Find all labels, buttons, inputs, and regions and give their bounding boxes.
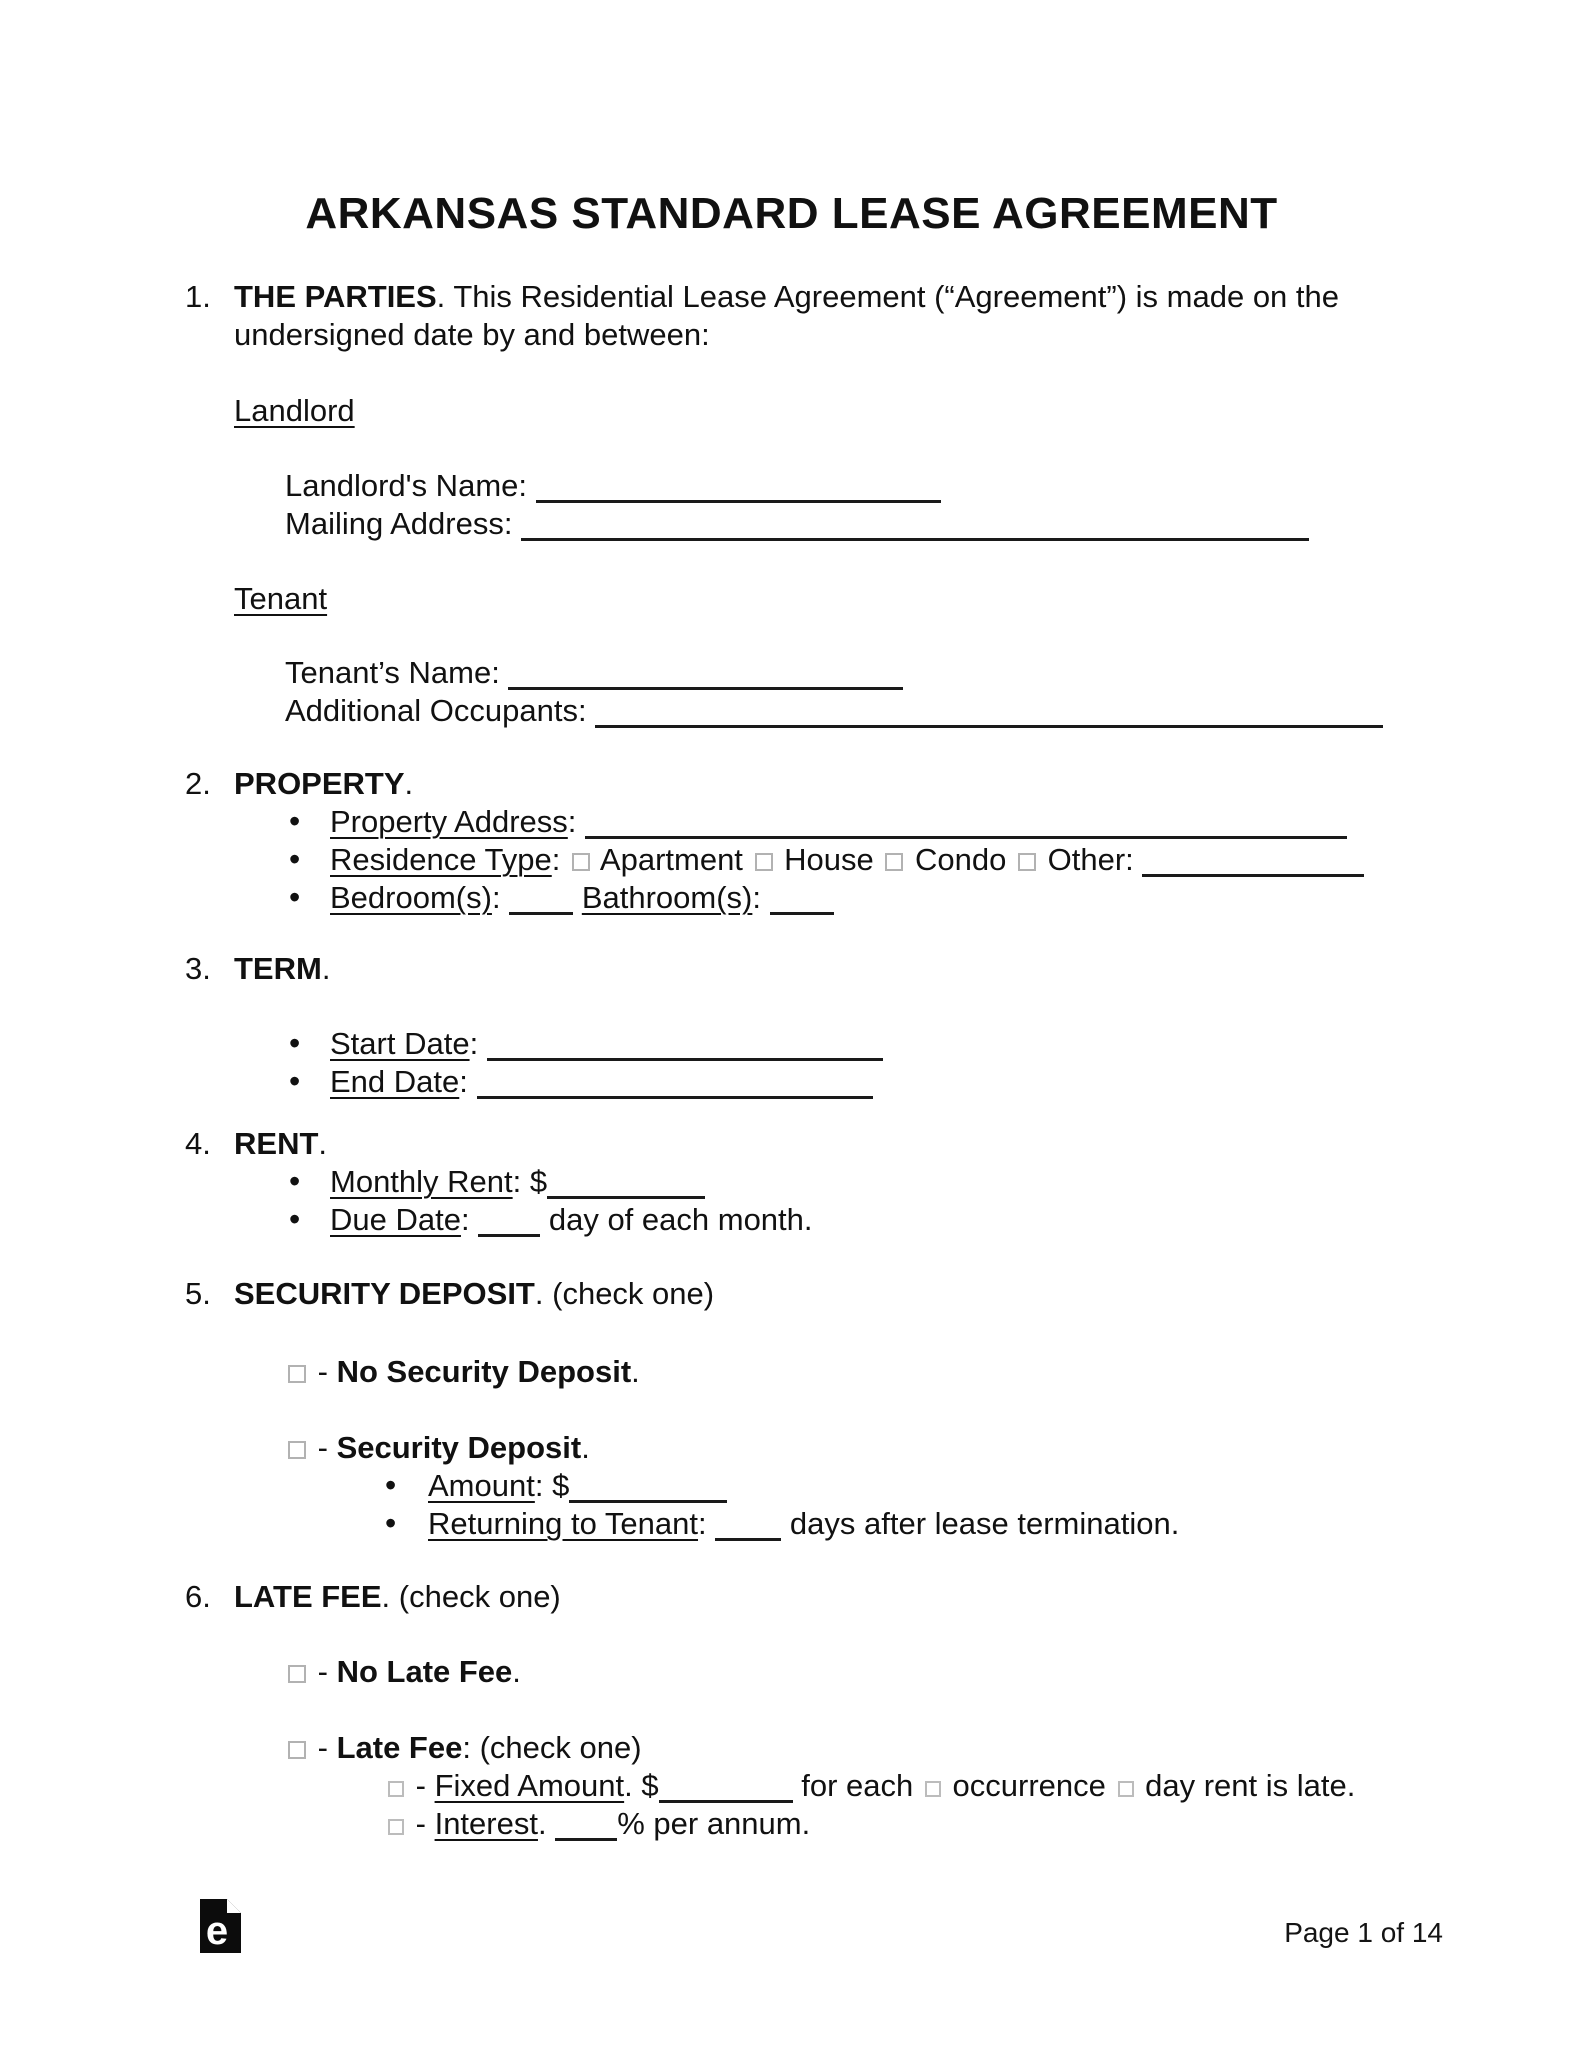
end-date-label: End Date: [330, 1064, 460, 1099]
additional-occupants-blank[interactable]: [595, 698, 1383, 728]
deposit-amount-blank[interactable]: [569, 1473, 727, 1503]
other-label: Other:: [1047, 842, 1134, 877]
condo-checkbox[interactable]: [885, 853, 903, 871]
page-number: Page 1 of 14: [1284, 1917, 1443, 1948]
landlord-heading: Landlord: [234, 393, 355, 428]
fixed-amount-option: - Fixed Amount. $ for each occurrence day rent is late.: [385, 1767, 1443, 1805]
property-address-label: Property Address: [330, 804, 568, 839]
document-icon: [200, 1899, 241, 1953]
late-fee-label: Late Fee: [336, 1730, 463, 1765]
bedroom-label: Bedroom(s): [330, 880, 492, 915]
tenant-name-row: [285, 654, 1443, 692]
house-label: House: [784, 842, 874, 877]
monthly-rent-label: Monthly Rent: [330, 1164, 513, 1199]
fixed-amount-checkbox[interactable]: [388, 1781, 404, 1797]
fixed-amount-label: Fixed Amount: [434, 1768, 625, 1803]
section-number: 3.: [185, 951, 211, 986]
security-deposit-option: - Security Deposit.: [285, 1429, 1443, 1467]
section-number: 6.: [185, 1579, 211, 1614]
landlord-name-row: [285, 467, 1443, 505]
dollar-sign: $: [552, 1468, 570, 1503]
interest-rate-blank[interactable]: [555, 1811, 617, 1841]
residence-type-row: • Residence Type: Apartment House Condo Other:: [289, 841, 1443, 879]
occurrence-checkbox[interactable]: [925, 1781, 941, 1797]
start-date-label: Start Date: [330, 1026, 470, 1061]
section-the-parties: [185, 278, 1443, 354]
interest-suffix: % per annum.: [617, 1806, 811, 1841]
section-number: 1.: [185, 279, 211, 314]
no-security-deposit-option: - No Security Deposit.: [285, 1353, 1443, 1391]
document-body: [185, 0, 1443, 1843]
dollar-sign: $: [529, 1164, 548, 1199]
section-security-deposit: 5. SECURITY DEPOSIT. (check one): [185, 1276, 715, 1311]
occurrence-label: occurrence: [952, 1768, 1106, 1803]
section-term: 3. TERM.: [185, 951, 331, 986]
returning-suffix: days after lease termination.: [789, 1506, 1180, 1541]
due-date-row: • Due Date: day of each month.: [289, 1201, 1443, 1239]
no-security-deposit-checkbox[interactable]: [288, 1365, 306, 1383]
landlord-name-blank[interactable]: [536, 473, 941, 503]
bedroom-bathroom-row: • Bedroom(s): Bathroom(s):: [289, 879, 1443, 917]
bedroom-blank[interactable]: [509, 885, 573, 915]
other-blank[interactable]: [1142, 847, 1364, 877]
tenant-heading: Tenant: [234, 581, 328, 616]
logo-letter: e: [205, 1909, 229, 1953]
monthly-rent-blank[interactable]: [547, 1169, 705, 1199]
start-date-row: • Start Date:: [289, 1025, 1443, 1063]
returning-to-tenant-row: • Returning to Tenant: days after lease termination.: [385, 1505, 1443, 1543]
due-date-suffix: day of each month.: [548, 1202, 813, 1237]
apartment-checkbox[interactable]: [572, 853, 590, 871]
deposit-amount-row: • Amount: $: [385, 1467, 1443, 1505]
term-bullets: [185, 1025, 1443, 1101]
other-checkbox[interactable]: [1018, 853, 1036, 871]
residence-type-label: Residence Type: [330, 842, 552, 877]
tenant-name-label: Tenant’s Name:: [285, 655, 500, 690]
section-heading: THE PARTIES: [234, 279, 437, 314]
amount-label: Amount: [428, 1468, 535, 1503]
house-checkbox[interactable]: [755, 853, 773, 871]
late-fee-option: - Late Fee: (check one): [285, 1729, 1443, 1767]
end-date-row: • End Date:: [289, 1063, 1443, 1101]
tenant-fields: [285, 654, 1443, 730]
section-heading: PROPERTY: [234, 766, 405, 801]
section-number: 5.: [185, 1276, 211, 1311]
mailing-address-label: Mailing Address:: [285, 506, 513, 541]
day-rent-late-checkbox[interactable]: [1118, 1781, 1134, 1797]
security-deposit-checkbox[interactable]: [288, 1441, 306, 1459]
dollar-sign: $: [641, 1768, 659, 1803]
mailing-address-blank[interactable]: [521, 511, 1309, 541]
interest-label: Interest: [434, 1806, 538, 1841]
section-property: 2. PROPERTY.: [185, 766, 414, 801]
landlord-name-label: Landlord's Name:: [285, 468, 527, 503]
for-each-text: for each: [801, 1768, 914, 1803]
bathroom-label: Bathroom(s): [581, 880, 753, 915]
landlord-fields: [285, 467, 1443, 543]
no-late-fee-label: No Late Fee: [336, 1654, 513, 1689]
check-one-note: (check one): [398, 1579, 561, 1614]
apartment-label: Apartment: [599, 842, 743, 877]
section-number: 2.: [185, 766, 211, 801]
returning-days-blank[interactable]: [715, 1511, 781, 1541]
page-title: ARKANSAS STANDARD LEASE AGREEMENT: [305, 189, 1278, 238]
section-heading: TERM: [234, 951, 322, 986]
section-late-fee: 6. LATE FEE. (check one): [185, 1579, 561, 1614]
additional-occupants-label: Additional Occupants:: [285, 693, 587, 728]
security-deposit-label: Security Deposit: [336, 1430, 582, 1465]
bathroom-blank[interactable]: [770, 885, 834, 915]
interest-option: - Interest. % per annum.: [385, 1805, 1443, 1843]
due-date-blank[interactable]: [478, 1207, 540, 1237]
fixed-amount-blank[interactable]: [659, 1773, 793, 1803]
section-heading: SECURITY DEPOSIT: [234, 1276, 535, 1311]
section-number: 4.: [185, 1126, 211, 1161]
property-address-blank[interactable]: [585, 809, 1347, 839]
late-fee-checkbox[interactable]: [288, 1741, 306, 1759]
returning-label: Returning to Tenant: [428, 1506, 699, 1541]
section-rent: 4. RENT.: [185, 1126, 328, 1161]
late-fee-check-one-note: (check one): [479, 1730, 642, 1765]
eforms-logo: [200, 1899, 241, 1962]
start-date-blank[interactable]: [487, 1031, 883, 1061]
section-intro: . This Residential Lease Agreement (“Agreement”) is made on the undersigned date by and between:: [234, 279, 1340, 352]
tenant-name-blank[interactable]: [508, 660, 903, 690]
interest-checkbox[interactable]: [388, 1819, 404, 1835]
condo-label: Condo: [915, 842, 1007, 877]
day-rent-late-label: day rent is late.: [1145, 1768, 1356, 1803]
end-date-blank[interactable]: [477, 1069, 873, 1099]
due-date-label: Due Date: [330, 1202, 461, 1237]
no-late-fee-option: - No Late Fee.: [285, 1653, 1443, 1691]
section-heading: RENT: [234, 1126, 319, 1161]
mailing-address-row: [285, 505, 1443, 543]
monthly-rent-row: • Monthly Rent: $: [289, 1163, 1443, 1201]
section-heading: LATE FEE: [234, 1579, 382, 1614]
no-late-fee-checkbox[interactable]: [288, 1665, 306, 1683]
check-one-note: (check one): [552, 1276, 715, 1311]
property-address-row: • Property Address:: [289, 803, 1443, 841]
no-security-deposit-label: No Security Deposit: [336, 1354, 632, 1389]
additional-occupants-row: [285, 692, 1443, 730]
